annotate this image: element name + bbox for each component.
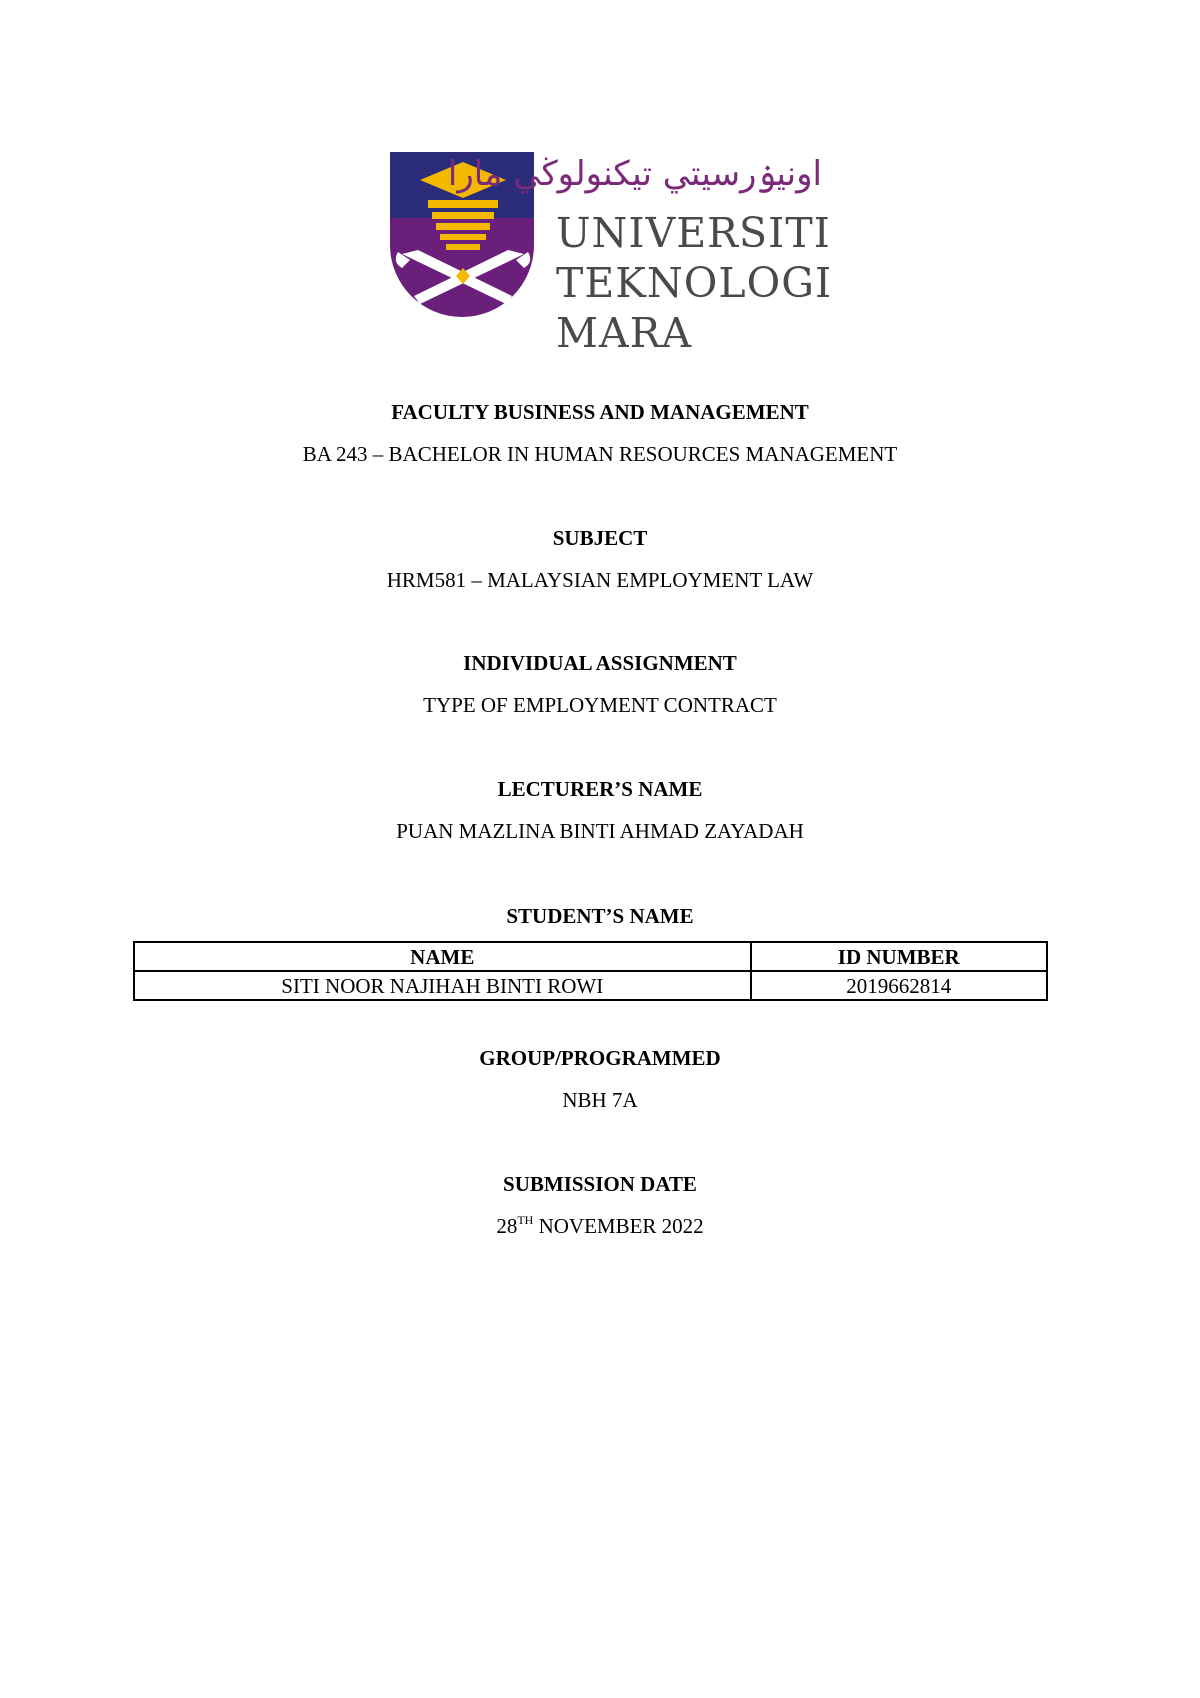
table-header-row	[134, 942, 1047, 971]
assignment-title: TYPE OF EMPLOYMENT CONTRACT	[423, 693, 777, 717]
wordmark-line-3: MARA	[556, 309, 693, 357]
submission-day-suffix: TH	[517, 1213, 534, 1227]
group-heading: GROUP/PROGRAMMED	[479, 1046, 721, 1070]
logo-wordmark	[556, 208, 832, 358]
table-row	[134, 971, 1047, 1000]
group-value: NBH 7A	[562, 1088, 638, 1112]
students-table	[133, 941, 1048, 1001]
faculty-heading: FACULTY BUSINESS AND MANAGEMENT	[391, 400, 809, 424]
submission-day: 28	[496, 1214, 518, 1238]
submission-month-year: NOVEMBER 2022	[533, 1214, 704, 1238]
students-heading: STUDENT’S NAME	[506, 904, 694, 928]
lecturer-name: PUAN MAZLINA BINTI AHMAD ZAYADAH	[396, 819, 804, 843]
student-name-cell: SITI NOOR NAJIHAH BINTI ROWI	[134, 971, 751, 1000]
column-header-name: NAME	[134, 942, 751, 971]
wordmark-line-1: UNIVERSITI	[556, 209, 831, 257]
subject-value: HRM581 – MALAYSIAN EMPLOYMENT LAW	[386, 568, 814, 592]
wordmark-line-2: TEKNOLOGI	[556, 259, 833, 307]
assignment-heading: INDIVIDUAL ASSIGNMENT	[463, 651, 737, 675]
submission-heading: SUBMISSION DATE	[503, 1172, 697, 1196]
subject-heading: SUBJECT	[552, 526, 648, 550]
submission-date	[0, 1214, 1200, 1239]
student-id-cell: 2019662814	[751, 971, 1047, 1000]
lecturer-heading: LECTURER’S NAME	[497, 777, 703, 801]
column-header-id: ID NUMBER	[751, 942, 1047, 971]
program-name: BA 243 – BACHELOR IN HUMAN RESOURCES MANAGEMENT	[302, 442, 898, 466]
university-logo	[388, 150, 833, 357]
logo-jawi-text: اونيۏرسيتي تيكنولوڬي مارا	[447, 154, 822, 194]
